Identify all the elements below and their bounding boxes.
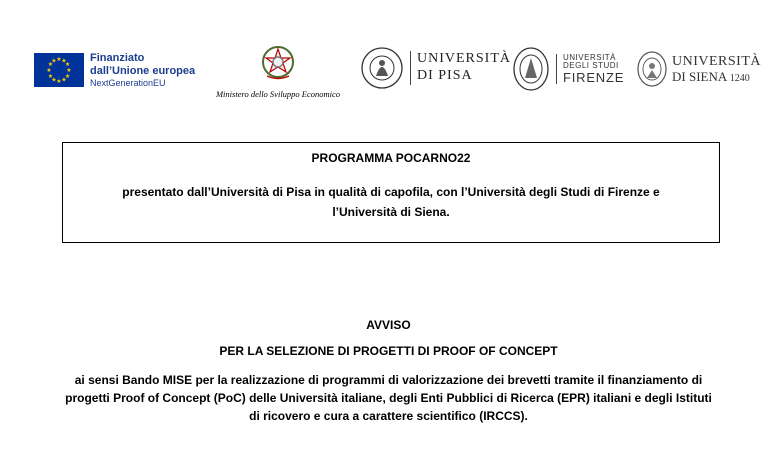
svg-text:★: ★ bbox=[56, 56, 62, 64]
svg-text:★: ★ bbox=[61, 76, 67, 84]
program-box bbox=[62, 142, 720, 243]
unifi-line2: DEGLI STUDI bbox=[563, 61, 619, 71]
svg-text:★: ★ bbox=[51, 57, 57, 65]
eu-funding-logo bbox=[34, 52, 195, 89]
notice-body: ai sensi Bando MISE per la realizzazione di programmi di valorizzazione dei brevetti tramite il finanziamento di progetti Proof of Concept (PoC) delle Università italiane, degli Enti Pubblici di Ricerca (EPR) italiani e degli Istituti di ricovero e cura a carattere scientifico (IRCCS). bbox=[65, 373, 712, 423]
unipi-line1: UNIVERSITÀ bbox=[417, 51, 511, 67]
unipi-line2: DI PISA bbox=[417, 68, 473, 83]
unipi-logo bbox=[360, 46, 511, 90]
italian-emblem-icon bbox=[261, 44, 295, 82]
svg-text:★: ★ bbox=[51, 76, 57, 84]
unisi-seal-icon bbox=[636, 50, 668, 88]
eu-line1: Finanziato bbox=[90, 52, 145, 64]
unifi-line3: FIRENZE bbox=[563, 69, 625, 85]
mise-caption: Ministero dello Sviluppo Economico bbox=[215, 89, 341, 99]
unifi-line1: UNIVERSITÀ bbox=[563, 52, 617, 62]
eu-line3: NextGenerationEU bbox=[90, 78, 166, 89]
svg-text:★: ★ bbox=[61, 57, 67, 65]
svg-text:★: ★ bbox=[64, 61, 71, 69]
eu-flag-icon bbox=[34, 53, 84, 87]
mise-logo bbox=[208, 44, 348, 99]
unisi-logo bbox=[636, 50, 761, 88]
unisi-line1: UNIVERSITÀ bbox=[672, 54, 761, 70]
header-logos bbox=[0, 0, 777, 110]
unifi-seal-icon bbox=[512, 46, 550, 92]
program-description: presentato dall’Università di Pisa in qualità di capofila, con l’Università degli Studi di Firenze e l’Università di Siena. bbox=[122, 185, 660, 219]
svg-text:★: ★ bbox=[47, 73, 54, 81]
notice-subtitle: PER LA SELEZIONE DI PROGETTI DI PROOF OF CONCEPT bbox=[219, 344, 558, 358]
eu-line2: dall’Unione europea bbox=[90, 64, 196, 77]
unisi-line2: DI SIENA bbox=[672, 68, 727, 84]
svg-text:★: ★ bbox=[47, 61, 54, 69]
notice-title: AVVISO bbox=[366, 318, 411, 332]
svg-text:★: ★ bbox=[64, 73, 71, 81]
unisi-year: 1240 bbox=[729, 72, 750, 84]
svg-text:★: ★ bbox=[46, 67, 52, 75]
program-title: PROGRAMMA POCARNO22 bbox=[311, 151, 471, 165]
svg-text:★: ★ bbox=[66, 67, 72, 75]
unipi-seal-icon bbox=[360, 46, 404, 90]
notice-section bbox=[0, 318, 777, 425]
svg-text:★: ★ bbox=[56, 78, 62, 86]
unifi-logo bbox=[512, 46, 624, 92]
